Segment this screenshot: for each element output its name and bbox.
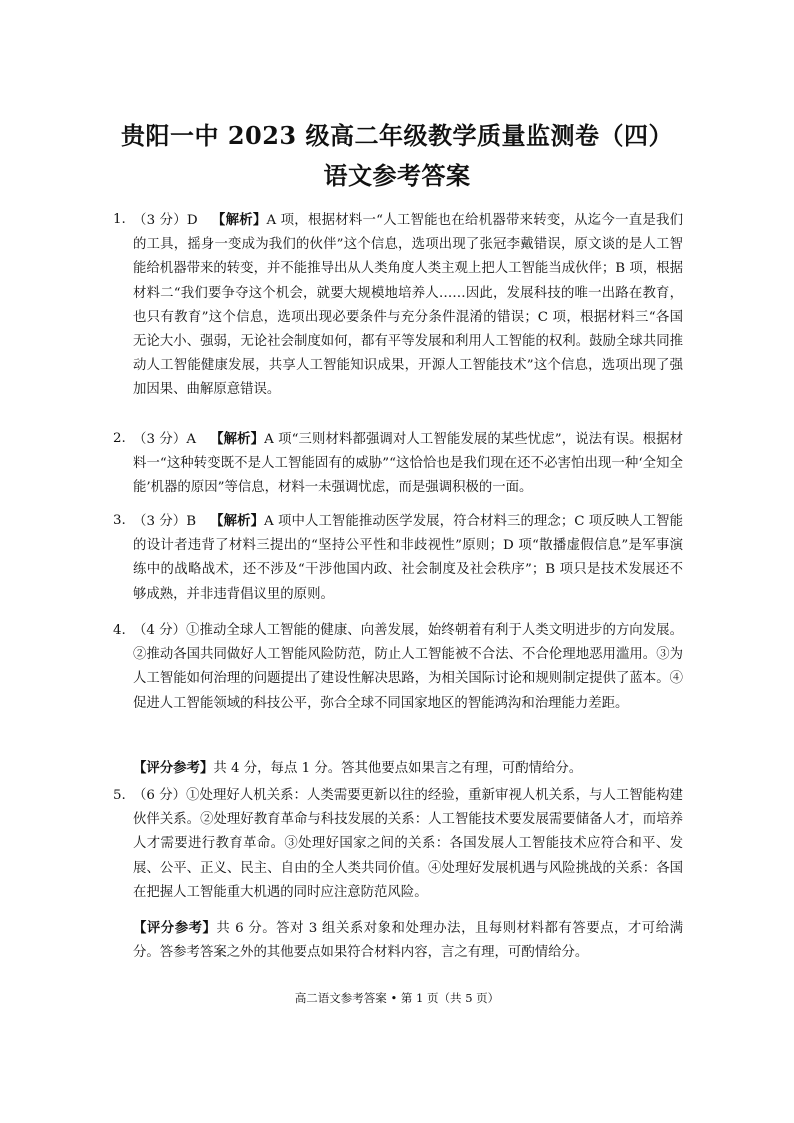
item-text: ①推动全球人工智能的健康、向善发展，始终朝着有利于人类文明进步的方向发展。②推动各国共同做好人工智能风险防范，防止人工智能被不合法、不合伦理地恶用滥用。③为人工智能如何治理的问题提出了建设性解决思路，为相关国际讨论和规则制定提供了蓝本。④促进人工智能领域的科技公平，弥合全球不同国家地区的智能鸿沟和治理能力差距。: [133, 623, 683, 711]
item-number: 1.: [113, 212, 126, 227]
answer-item-5: [113, 784, 683, 905]
item-number: 4.: [113, 623, 126, 638]
item-text: A 项“三则材料都强调对人工智能发展的某些忧虑”，说法有误。根据材料一“这种转变既不是人工智能固有的威胁”“这恰恰也是我们现在还不必害怕出现一种‘全知全能’机器的原因”等信息，材料一未强调忧虑，而是强调积极的一面。: [133, 432, 683, 496]
item-number: 5.: [113, 788, 126, 803]
scoring-text: 共 6 分。答对 3 组关系对象和处理办法，且每则材料都有答要点，才可给满分。答参考答案之外的其他要点如果符合材料内容，言之有理，可酌情给分。: [133, 921, 683, 961]
page-footer: 高二语文参考答案 • 第 1 页（共 5 页）: [294, 991, 500, 1005]
scoring-note-4: [133, 756, 683, 781]
answer-item-3: [113, 509, 683, 607]
item-number: 3.: [113, 513, 126, 528]
document-subtitle: 语文参考答案: [323, 161, 471, 190]
answer-item-2: [113, 427, 683, 501]
scoring-text: 共 4 分，每点 1 分。答其他要点如果言之有理，可酌情给分。: [213, 761, 583, 776]
analysis-tag: 【解析】: [210, 431, 265, 447]
document-title: 贵阳一中 2023 级高二年级教学质量监测卷（四）: [120, 121, 673, 150]
scoring-tag: 【评分参考】: [133, 920, 217, 936]
answer-item-4: [113, 619, 683, 716]
item-text: A 项，根据材料一“人工智能也在给机器带来转变，从迄今一直是我们的工具，摇身一变成为我们的伙伴”这个信息，选项出现了张冠李戴错误，原文谈的是人工智能给机器带来的转变，并不能推导出从人类角度人类主观上把人工智能当成伙伴；B 项，根据材料二“我们要争夺这个机会，就要大规模地培养人……因此，发展科技的唯一出路在教育，也只有教育”这个信息，选项出现必要条件与充分条件混淆的错误；C 项，根据材料三“各国无论大小、强弱，无论社会制度如何，都有平等发展和利用人工智能的权利。鼓励全球共同推动人工智能健康发展，共享人工智能知识成果，开源人工智能技术”这个信息，选项出现了强加因果、曲解原意错误。: [133, 213, 684, 398]
item-text: ①处理好人机关系：人类需要更新以往的经验，重新审视人机关系，与人工智能构建伙伴关系。②处理好教育革命与科技发展的关系：人工智能技术要发展需要储备人才，而培养人才需要进行教育革命。③处理好国家之间的关系：各国发展人工智能技术应符合和平、发展、公平、正义、民主、自由的全人类共同价值。④处理好发展机遇与风险挑战的关系：各国在把握人工智能重大机遇的同时应注意防范风险。: [133, 788, 683, 900]
item-score: （3 分）D: [133, 213, 198, 228]
scoring-tag: 【评分参考】: [133, 760, 214, 776]
item-score: （6 分）: [133, 788, 187, 803]
analysis-tag: 【解析】: [211, 212, 267, 228]
answer-item-1: [113, 208, 683, 403]
item-number: 2.: [113, 431, 126, 446]
item-score: （3 分）A: [133, 432, 197, 447]
analysis-tag: 【解析】: [210, 513, 265, 529]
scoring-note-5: [133, 916, 683, 965]
item-text: A 项中人工智能推动医学发展，符合材料三的理念；C 项反映人工智能的设计者违背了材料三提出的“坚持公平性和非歧视性”原则；D 项“散播虚假信息”是军事演练中的战略战术，还不涉及“干涉他国内政、社会制度及社会秩序”；B 项只是技术发展还不够成熟，并非违背倡议里的原则。: [133, 514, 683, 602]
item-score: （4 分）: [133, 623, 187, 638]
item-score: （3 分）B: [133, 514, 197, 529]
